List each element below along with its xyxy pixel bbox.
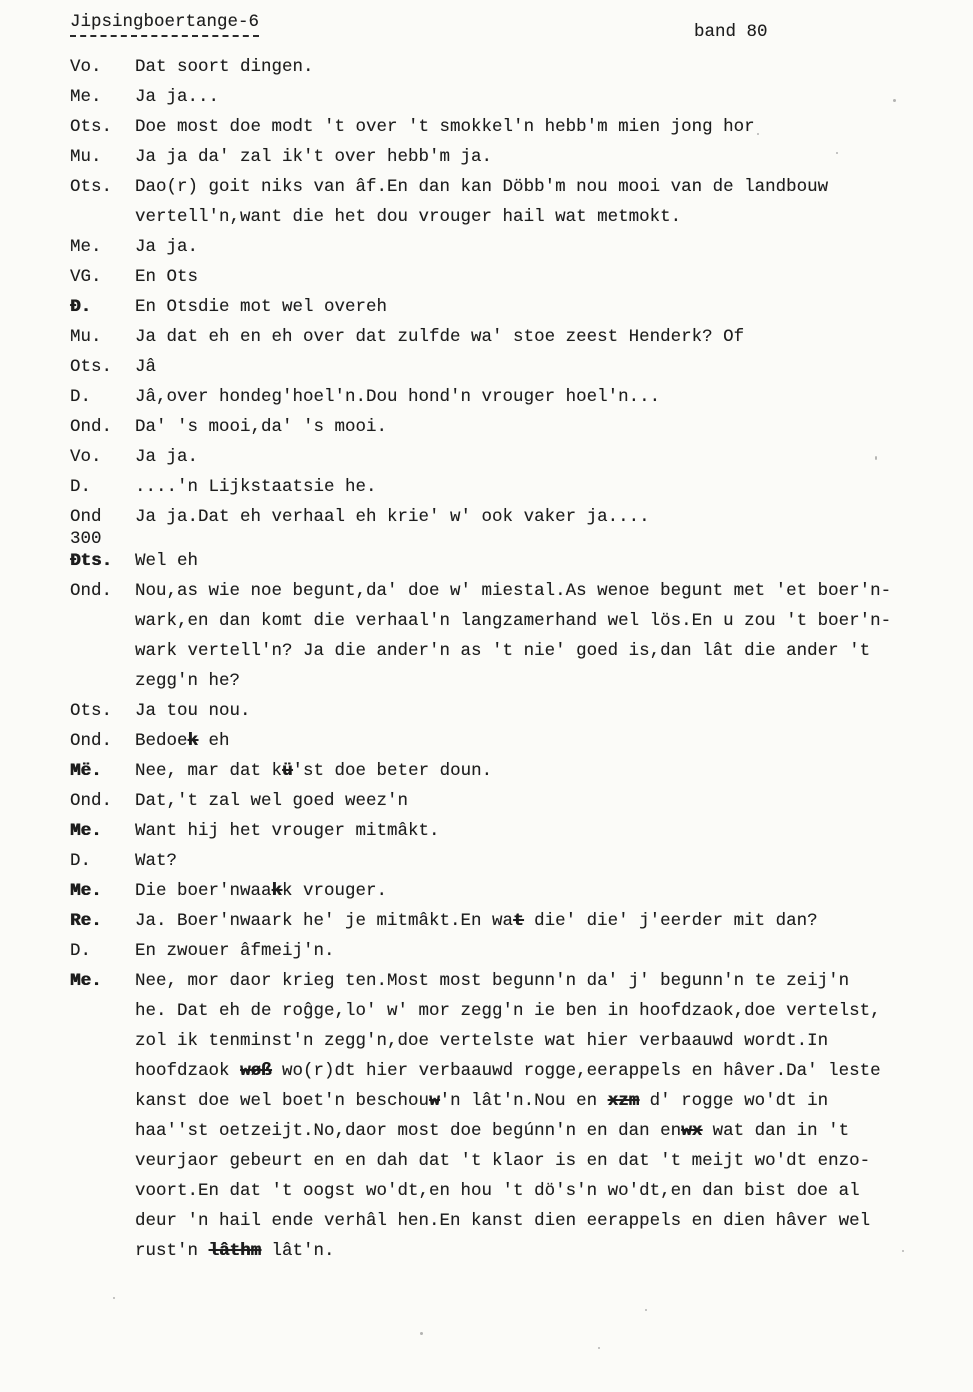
utterance-text bbox=[135, 756, 492, 786]
utterance-text bbox=[135, 412, 387, 442]
transcript-row bbox=[70, 816, 891, 846]
speaker-label bbox=[70, 442, 135, 472]
utterance-text bbox=[135, 382, 660, 412]
speaker-label bbox=[70, 172, 135, 202]
speaker-label-text: Ots. bbox=[70, 117, 113, 137]
struck-text: wx bbox=[681, 1121, 703, 1141]
struck-text: w bbox=[429, 1091, 440, 1111]
transcript-row bbox=[70, 846, 891, 876]
utterance-text bbox=[135, 636, 870, 666]
scan-speck bbox=[420, 1332, 423, 1335]
speaker-label bbox=[70, 352, 135, 382]
transcript-row bbox=[70, 82, 891, 112]
transcript-row bbox=[70, 382, 891, 412]
utterance-text bbox=[135, 172, 828, 202]
text-segment: Ja ja. bbox=[135, 447, 199, 467]
speaker-label bbox=[70, 966, 135, 996]
text-segment: 'n lât'n.Nou en bbox=[439, 1091, 608, 1111]
tape-counter-label: 300 bbox=[70, 529, 102, 549]
utterance-text bbox=[135, 1236, 335, 1266]
speaker-label bbox=[70, 502, 135, 549]
utterance-text bbox=[135, 846, 177, 876]
text-segment: wark,en dan komt die verhaal'n langzamerhand wel lös.En u zou 't boer'n- bbox=[135, 611, 892, 631]
utterance-text bbox=[135, 472, 377, 502]
transcript-row bbox=[70, 172, 891, 202]
utterance-text bbox=[135, 82, 219, 112]
utterance-text bbox=[135, 232, 198, 262]
speaker-label bbox=[70, 412, 135, 442]
utterance-text bbox=[135, 502, 650, 532]
speaker-label-text: D. bbox=[70, 851, 92, 871]
transcript-row bbox=[70, 52, 891, 82]
speaker-label bbox=[70, 112, 135, 142]
text-segment: Ja ja da' zal ik't over hebb'm ja. bbox=[135, 147, 493, 167]
speaker-label-text: Ond. bbox=[70, 731, 113, 751]
transcript-row bbox=[70, 1206, 891, 1236]
speaker-label-text: Mu. bbox=[70, 147, 102, 167]
utterance-text bbox=[135, 906, 818, 936]
scan-speck bbox=[875, 456, 877, 460]
speaker-label-text: Me. bbox=[70, 821, 102, 841]
text-segment: lât'n. bbox=[261, 1241, 335, 1261]
utterance-text bbox=[135, 576, 891, 606]
speaker-label bbox=[70, 786, 135, 816]
text-segment: kanst doe wel boet'n beschou bbox=[135, 1091, 430, 1111]
text-segment: Da' 's mooi,da' 's mooi. bbox=[135, 417, 388, 437]
transcript-rows bbox=[70, 52, 891, 1266]
speaker-label-text: Me. bbox=[70, 237, 102, 257]
speaker-label-text: Vo. bbox=[70, 57, 102, 77]
utterance-text bbox=[135, 726, 230, 756]
transcript-row bbox=[70, 666, 891, 696]
text-segment: Doe most doe modt 't over 't smokkel'n hebb'm mien jong hor bbox=[135, 117, 755, 137]
transcript-row bbox=[70, 322, 891, 352]
utterance-text bbox=[135, 202, 681, 232]
text-segment: Ja dat eh en eh over dat zulfde wa' stoe zeest Henderk? Of bbox=[135, 327, 745, 347]
speaker-label-text: Ots. bbox=[70, 177, 113, 197]
transcript-row bbox=[70, 1026, 891, 1056]
speaker-label-text: Vo. bbox=[70, 447, 102, 467]
transcript-row bbox=[70, 996, 891, 1026]
speaker-label bbox=[70, 262, 135, 292]
speaker-label bbox=[70, 846, 135, 876]
speaker-label-text: D. bbox=[70, 387, 92, 407]
utterance-text bbox=[135, 666, 240, 696]
text-segment: haa''st oetzeijt.No,daor most doe begúnn'n en dan en bbox=[135, 1121, 682, 1141]
speaker-label bbox=[70, 52, 135, 82]
text-segment: En zwouer âfmeij'n. bbox=[135, 941, 335, 961]
transcript-row bbox=[70, 1146, 891, 1176]
transcript-row bbox=[70, 966, 891, 996]
transcript-row bbox=[70, 546, 891, 576]
transcript bbox=[70, 52, 891, 1266]
speaker-label-text: Ond. bbox=[70, 417, 113, 437]
text-segment: Ja. Boer'nwaark he' je mitmâkt.En wa bbox=[135, 911, 514, 931]
utterance-text bbox=[135, 112, 755, 142]
transcript-row bbox=[70, 292, 891, 322]
scan-speck bbox=[836, 152, 838, 154]
utterance-text bbox=[135, 786, 408, 816]
speaker-label bbox=[70, 292, 135, 322]
transcript-row bbox=[70, 696, 891, 726]
speaker-label-text: Ond. bbox=[70, 581, 113, 601]
text-segment: Jâ,over hondeg'hoel'n.Dou hond'n vrouger hoel'n... bbox=[135, 387, 661, 407]
transcript-row bbox=[70, 142, 891, 172]
speaker-label bbox=[70, 382, 135, 412]
scan-speck bbox=[645, 1309, 647, 1311]
text-segment: veurjaor gebeurt en en dah dat 't klaor is en dat 't meijt wo'dt enzo- bbox=[135, 1151, 871, 1171]
utterance-text bbox=[135, 292, 387, 322]
utterance-text bbox=[135, 936, 335, 966]
utterance-text bbox=[135, 1146, 870, 1176]
speaker-label-text: VG. bbox=[70, 267, 102, 287]
struck-text: lâthm bbox=[208, 1241, 262, 1261]
transcript-row bbox=[70, 502, 891, 549]
text-segment: eh bbox=[198, 731, 230, 751]
transcript-row bbox=[70, 1176, 891, 1206]
transcript-row bbox=[70, 112, 891, 142]
text-segment: d' rogge wo'dt in bbox=[639, 1091, 829, 1111]
speaker-label-text: D. bbox=[70, 477, 92, 497]
speaker-label-text: Me. bbox=[70, 971, 102, 991]
utterance-text bbox=[135, 996, 881, 1026]
speaker-label bbox=[70, 232, 135, 262]
text-segment: die' die' j'eerder mit dan? bbox=[523, 911, 818, 931]
text-segment: voort.En dat 't oogst wo'dt,en hou 't dö's'n wo'dt,en dan bist doe al bbox=[135, 1181, 860, 1201]
speaker-label-text: Ð. bbox=[70, 297, 92, 317]
text-segment: Jâ bbox=[135, 357, 157, 377]
struck-text: xzm bbox=[607, 1091, 640, 1111]
utterance-text bbox=[135, 876, 387, 906]
utterance-text bbox=[135, 1176, 860, 1206]
speaker-label bbox=[70, 142, 135, 172]
utterance-text bbox=[135, 262, 198, 292]
speaker-label-text: Ots. bbox=[70, 357, 113, 377]
text-segment: Ja ja. bbox=[135, 237, 199, 257]
utterance-text bbox=[135, 1026, 828, 1056]
speaker-label-text: Ond bbox=[70, 507, 102, 527]
struck-text: k bbox=[187, 731, 199, 751]
text-segment: Die boer'nwaa bbox=[135, 881, 272, 901]
text-segment: Ja ja.Dat eh verhaal eh krie' w' ook vaker ja.... bbox=[135, 507, 650, 527]
transcript-row bbox=[70, 936, 891, 966]
transcript-row bbox=[70, 202, 891, 232]
text-segment: wo(r)dt hier verbaauwd rogge,eerappels en hâver.Da' leste bbox=[271, 1061, 881, 1081]
page-title: Jipsingboertange-6 bbox=[70, 10, 259, 37]
text-segment: Wel eh bbox=[135, 551, 199, 571]
speaker-label-text: D. bbox=[70, 941, 92, 961]
scan-speck bbox=[598, 1347, 600, 1349]
text-segment: wark vertell'n? Ja die ander'n as 't nie' goed is,dan lât die ander 't bbox=[135, 641, 871, 661]
transcript-row bbox=[70, 636, 891, 666]
speaker-label bbox=[70, 726, 135, 756]
text-segment: zol ik tenminst'n zegg'n,doe vertelste wat hier verbaauwd wordt.In bbox=[135, 1031, 829, 1051]
transcript-row bbox=[70, 412, 891, 442]
speaker-label-text: Ots. bbox=[70, 701, 113, 721]
text-segment: Ja tou nou. bbox=[135, 701, 251, 721]
utterance-text bbox=[135, 352, 156, 382]
text-segment: deur 'n hail ende verhâl hen.En kanst dien eerappels en dien hâver wel bbox=[135, 1211, 871, 1231]
text-segment: Ja ja... bbox=[135, 87, 220, 107]
text-segment: Bedoe bbox=[135, 731, 188, 751]
text-segment: vertell'n,want die het dou vrouger hail wat metmokt. bbox=[135, 207, 682, 227]
band-number: band 80 bbox=[694, 22, 768, 42]
utterance-text bbox=[135, 816, 440, 846]
struck-text: t bbox=[513, 911, 524, 931]
transcript-row bbox=[70, 606, 891, 636]
text-segment: Dat soort dingen. bbox=[135, 57, 314, 77]
speaker-label bbox=[70, 546, 135, 576]
text-segment: Nee, mar dat k bbox=[135, 761, 283, 781]
scan-speck bbox=[893, 99, 896, 102]
scan-speck bbox=[902, 1250, 904, 1252]
transcript-row bbox=[70, 472, 891, 502]
text-segment: zegg'n he? bbox=[135, 671, 241, 691]
text-segment: Dat,'t zal wel goed weez'n bbox=[135, 791, 409, 811]
text-segment: En Ots bbox=[135, 267, 199, 287]
transcript-row bbox=[70, 906, 891, 936]
speaker-label bbox=[70, 936, 135, 966]
text-segment: wat dan in 't bbox=[702, 1121, 850, 1141]
speaker-label bbox=[70, 576, 135, 606]
text-segment: 'st doe beter doun. bbox=[292, 761, 493, 781]
text-segment: Want hij het vrouger mitmâkt. bbox=[135, 821, 440, 841]
speaker-label bbox=[70, 906, 135, 936]
speaker-label-text: Ond. bbox=[70, 791, 113, 811]
text-segment: Dao(r) goit niks van âf.En dan kan Döbb'm nou mooi van de landbouw bbox=[135, 177, 829, 197]
scan-speck bbox=[113, 1297, 115, 1299]
transcript-row bbox=[70, 442, 891, 472]
speaker-label-text: Me. bbox=[70, 87, 102, 107]
text-segment: hoofdzaok bbox=[135, 1061, 241, 1081]
transcript-row bbox=[70, 786, 891, 816]
utterance-text bbox=[135, 52, 314, 82]
transcript-row bbox=[70, 726, 891, 756]
speaker-label bbox=[70, 876, 135, 906]
text-segment: En Otsdie mot wel overeh bbox=[135, 297, 388, 317]
transcript-row bbox=[70, 352, 891, 382]
speaker-label-text: Më. bbox=[70, 761, 102, 781]
struck-text: ü bbox=[282, 761, 293, 781]
utterance-text bbox=[135, 442, 198, 472]
transcript-row bbox=[70, 1086, 891, 1116]
speaker-label-text: Re. bbox=[70, 911, 102, 931]
speaker-label bbox=[70, 696, 135, 726]
text-segment: ....'n Lijkstaatsie he. bbox=[135, 477, 377, 497]
utterance-text bbox=[135, 1056, 881, 1086]
text-segment: he. Dat eh de roĝge,lo' w' mor zegg'n ie ben in hoofdzaok,doe vertelst, bbox=[135, 1001, 881, 1021]
speaker-label bbox=[70, 756, 135, 786]
speaker-label bbox=[70, 816, 135, 846]
transcript-row bbox=[70, 262, 891, 292]
text-segment: Nee, mor daor krieg ten.Most most begunn'n da' j' begunn'n te zeij'n bbox=[135, 971, 850, 991]
transcript-row bbox=[70, 232, 891, 262]
speaker-label bbox=[70, 472, 135, 502]
transcript-row bbox=[70, 1236, 891, 1266]
struck-text: k bbox=[271, 881, 283, 901]
utterance-text bbox=[135, 142, 492, 172]
speaker-label bbox=[70, 322, 135, 352]
utterance-text bbox=[135, 546, 198, 576]
transcript-row bbox=[70, 1056, 891, 1086]
transcript-row bbox=[70, 1116, 891, 1146]
struck-text: wøß bbox=[240, 1061, 272, 1081]
text-segment: Nou,as wie noe begunt,da' doe w' miestal.As wenoe begunt met 'et boer'n- bbox=[135, 581, 892, 601]
speaker-label-text: Mu. bbox=[70, 327, 102, 347]
transcript-row bbox=[70, 876, 891, 906]
utterance-text bbox=[135, 1206, 870, 1236]
speaker-label bbox=[70, 82, 135, 112]
utterance-text bbox=[135, 322, 744, 352]
speaker-label-text: Ðts. bbox=[70, 551, 113, 571]
scan-speck bbox=[757, 133, 759, 135]
transcript-row bbox=[70, 756, 891, 786]
utterance-text bbox=[135, 966, 849, 996]
text-segment: Wat? bbox=[135, 851, 178, 871]
utterance-text bbox=[135, 606, 891, 636]
utterance-text bbox=[135, 1116, 849, 1146]
text-segment: rust'n bbox=[135, 1241, 209, 1261]
utterance-text bbox=[135, 1086, 828, 1116]
text-segment: k vrouger. bbox=[282, 881, 388, 901]
utterance-text bbox=[135, 696, 251, 726]
transcript-row bbox=[70, 576, 891, 606]
speaker-label-text: Me. bbox=[70, 881, 102, 901]
